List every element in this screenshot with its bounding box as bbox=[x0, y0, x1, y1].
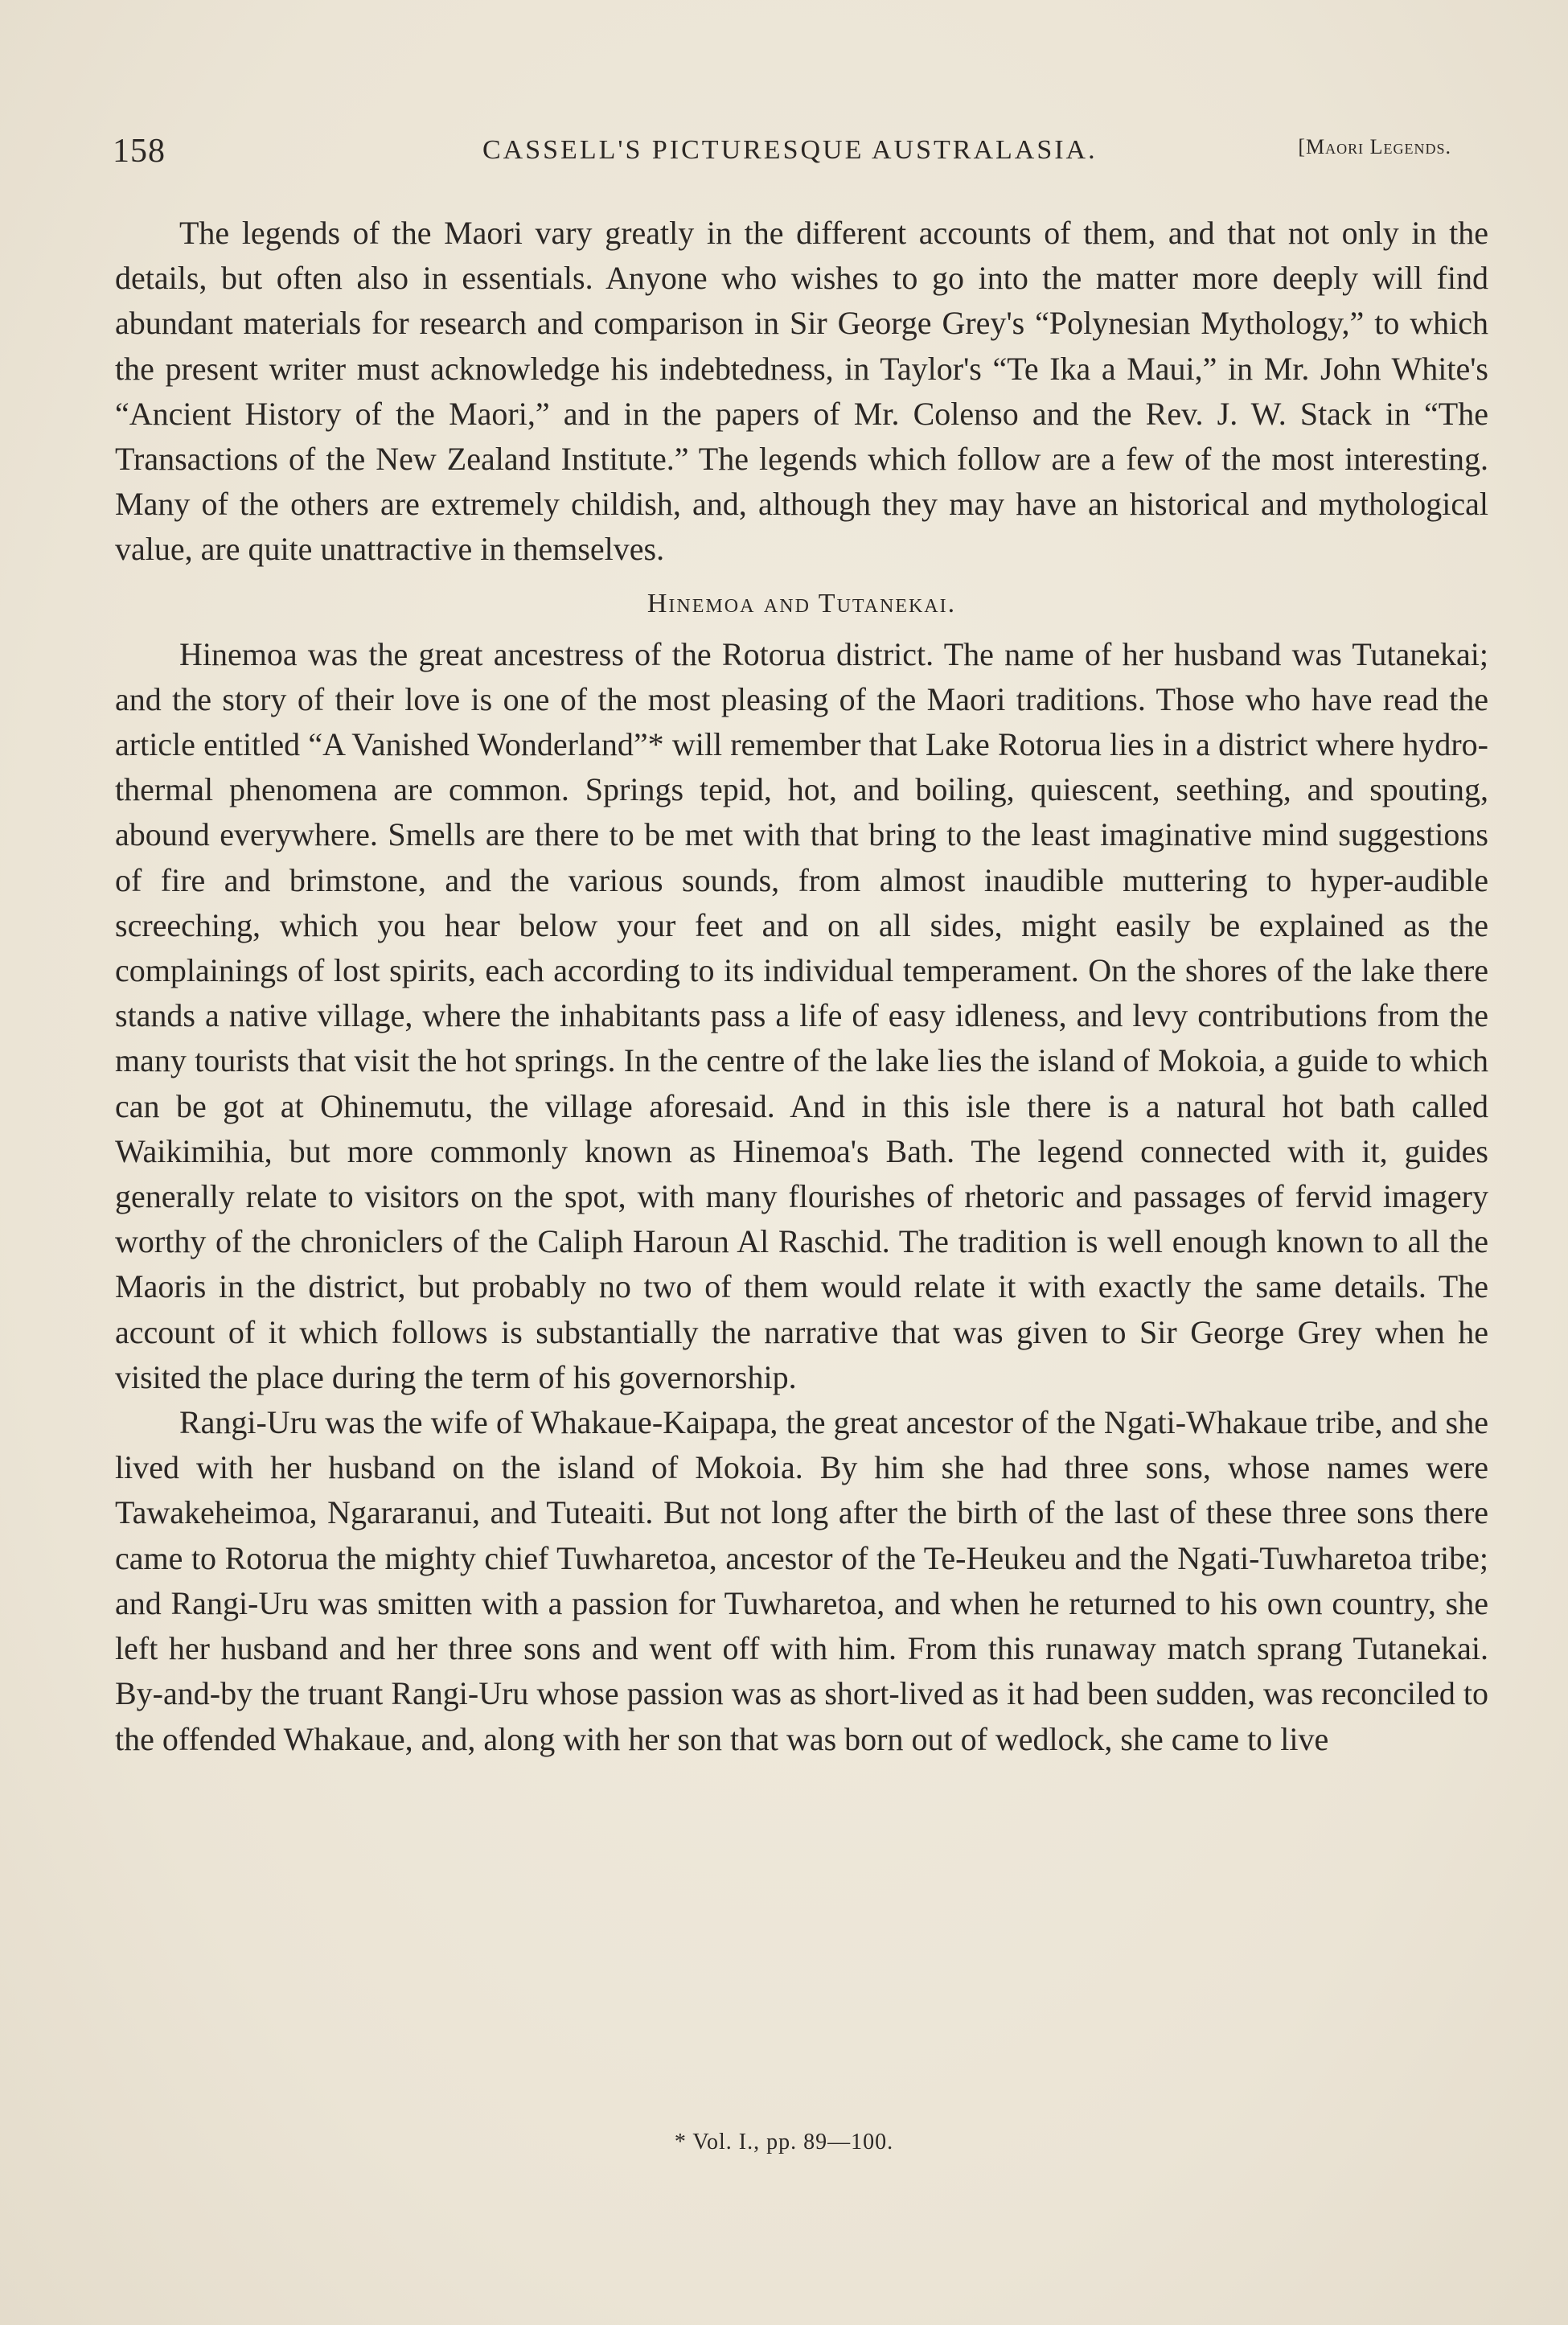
section-tag: [Maori Legends. bbox=[1298, 135, 1451, 158]
hinemoa-paragraph: Hinemoa was the great ancestress of the Rotorua district. The name of her husband was Tutanekai; and the story of their love is one of the most pleasing of the Maori traditions. Those who have read the article entitled “A Vanished Wonderland”* will remember that Lake Rotorua lies in a district where hydro-thermal phenomena are common. Springs tepid, hot, and boiling, quiescent, seething, and spouting, abound everywhere. Smells are there to be met with that bring to the least imaginative mind suggestions of fire and brimstone, and the various sounds, from almost inaudible muttering to hyper-audible screeching, which you hear below your feet and on all sides, might easily be explained as the complainings of lost spirits, each according to its individual temperament. On the shores of the lake there stands a native village, where the inhabitants pass a life of easy idleness, and levy contributions from the many tourists that visit the hot springs. In the centre of the lake lies the island of Mokoia, a guide to which can be got at Ohinemutu, the village aforesaid. And in this isle there is a natural hot bath called Waikimihia, but more commonly known as Hinemoa's Bath. The legend connected with it, guides generally relate to visitors on the spot, with many flourishes of rhetoric and passages of fervid imagery worthy of the chroniclers of the Caliph Haroun Al Raschid. The tradition is well enough known to all the Maoris in the district, but probably no two of them would relate it with exactly the same details. The account of it which follows is substantially the narrative that was given to Sir George Grey when he visited the place during the term of his governorship. bbox=[115, 635, 1488, 1395]
page-header bbox=[113, 132, 1451, 180]
rangi-uru-paragraph: Rangi-Uru was the wife of Whakaue-Kaipapa, the great ancestor of the Ngati-Whakaue tribe, and she lived with her husband on the island of Mokoia. By him she had three sons, whose names were Tawakeheimoa, Ngararanui, and Tuteaiti. But not long after the birth of the last of these three sons there came to Rotorua the mighty chief Tuwharetoa, ancestor of the Te-Heukeu and the Ngati-Tuwharetoa tribe; and Rangi-Uru was smitten with a passion for Tuwharetoa, and when he returned to his own country, she left her husband and her three sons and went off with him. From this runaway match sprang Tutanekai. By-and-by the truant Rangi-Uru whose passion was as short-lived as it had been sudden, was reconciled to the offended Whakaue, and, along with her son that was born out of wedlock, she came to live bbox=[115, 1404, 1488, 1757]
running-title: CASSELL'S PICTURESQUE AUSTRALASIA. bbox=[482, 135, 1098, 165]
page-number: 158 bbox=[113, 133, 166, 170]
intro-paragraph: The legends of the Maori vary greatly in the different accounts of them, and that not only in the details, but often also in essentials. Anyone who wishes to go into the matter more deeply will find abundant materials for research and comparison in Sir George Grey's “Polynesian Mythology,” to which the present writer must acknowledge his indebtedness, in Taylor's “Te Ika a Maui,” in Mr. John White's “Ancient History of the Maori,” and in the papers of Mr. Colenso and the Rev. J. W. Stack in “The Transactions of the New Zealand Institute.” The legends which follow are a few of the most interesting. Many of the others are extremely childish, and, although they may have an historical and mythological value, are quite unattractive in themselves. bbox=[115, 215, 1488, 568]
section-heading: Hinemoa and Tutanekai. bbox=[646, 588, 957, 618]
body-text bbox=[115, 211, 1488, 1762]
footnote: * Vol. I., pp. 89—100. bbox=[674, 2130, 894, 2155]
